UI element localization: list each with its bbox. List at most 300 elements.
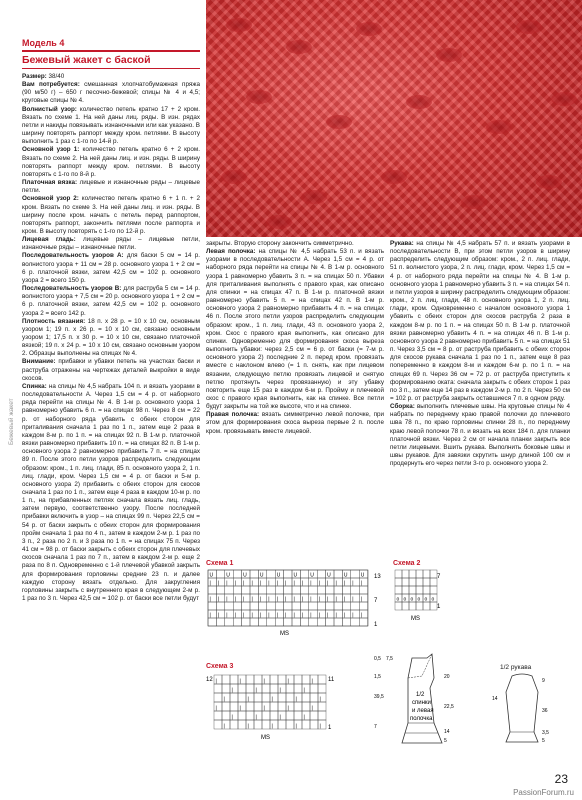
chart-cell: [351, 586, 359, 594]
chart-cell: [225, 586, 233, 594]
chart-cell: [309, 618, 317, 626]
chart-cell: [318, 684, 326, 693]
chart-symbol: |: [279, 714, 281, 721]
chart-cell: [326, 602, 334, 610]
chart-cell: [334, 618, 342, 626]
svg-text:9: 9: [542, 678, 545, 684]
chart-cell: [318, 675, 326, 684]
c1-paragraph: [22, 252, 200, 285]
chart-cell: [402, 602, 409, 610]
c1-paragraph: [22, 358, 200, 382]
pattern-back-label-4: полочка: [410, 716, 433, 722]
chart-symbol: o: [424, 596, 428, 603]
chart-symbol: |: [310, 580, 312, 587]
chart-cell: [242, 602, 250, 610]
chart-symbol: |: [217, 580, 220, 587]
instructions-column-1: [22, 73, 200, 793]
chart-cell: [430, 570, 437, 578]
paragraph-heading: Основной узор 2:: [22, 195, 79, 203]
paragraph-heading: Правая полочка:: [206, 411, 260, 419]
chart-symbol: |: [276, 596, 279, 603]
chart-symbol: |: [226, 580, 228, 587]
c1-paragraph: [22, 146, 200, 179]
site-watermark: PassionForum.ru: [513, 788, 574, 797]
chart-cell: [402, 570, 409, 578]
chart-symbol: |: [251, 612, 253, 619]
chart-cell: [430, 602, 437, 610]
scheme-1-row-1: 1: [374, 622, 378, 628]
chart-cell: [423, 578, 430, 586]
svg-text:20: 20: [444, 674, 450, 680]
chart-cell: [216, 586, 224, 594]
scheme-3-chart: [206, 673, 346, 743]
paragraph-text: количество петель кратно 6 + 2 кром. Вязать по схеме 2. На ней даны лиц. и изн. ряды. В ширину повторять раппорт между кром. петлями. В высоту повторять с 1-го по 8-й р.: [22, 146, 200, 178]
chart-cell: [395, 578, 402, 586]
chart-symbol: |: [343, 596, 346, 603]
chart-cell: [208, 586, 216, 594]
chart-cell: [310, 693, 318, 702]
chart-symbol: |: [335, 596, 337, 603]
chart-symbol: |: [279, 687, 281, 694]
chart-symbol: |: [335, 612, 337, 619]
c2-paragraph: [206, 411, 384, 435]
chart-symbol: |: [276, 580, 279, 587]
paragraph-heading: Последовательность узоров А:: [22, 252, 124, 260]
paragraph-text: закрыты. Вторую сторону закончить симметрично.: [206, 240, 354, 247]
chart-cell: [395, 586, 402, 594]
chart-symbol: |: [251, 596, 253, 603]
paragraph-text: лицевые ряды – лицевые петли, изнаночные ряды – изнаночные петли.: [22, 236, 200, 252]
back-front-pattern: [372, 648, 472, 748]
chart-cell: [246, 702, 254, 711]
chart-cell: [284, 618, 292, 626]
chart-symbol: |: [209, 612, 211, 619]
paragraph-text: смешанная хлопчатобумажная пряжа (90 м/50 г) – 650 г песочно-бежевой; спицы № 4 и 4,5; круговые спицы № 4.: [22, 81, 200, 105]
chart-cell: [351, 602, 359, 610]
chart-symbol: |: [301, 612, 304, 619]
chart-symbol: |: [295, 696, 297, 703]
chart-cell: [275, 602, 283, 610]
chart-cell: [270, 702, 278, 711]
chart-cell: [262, 684, 270, 693]
paragraph-heading: Последовательность узоров В:: [22, 285, 122, 293]
chart-symbol: |: [360, 596, 363, 603]
chart-cell: [216, 618, 224, 626]
chart-cell: [416, 578, 423, 586]
chart-symbol: |: [301, 580, 304, 587]
chart-symbol: |: [251, 580, 253, 587]
chart-cell: [318, 702, 326, 711]
chart-cell: [326, 618, 334, 626]
c1-paragraph: [22, 318, 200, 359]
paragraph-heading: Размер:: [22, 73, 47, 80]
paragraph-text: лицевые и изнаночные ряды – лицевые петли.: [22, 179, 200, 195]
chart-symbol: |: [223, 723, 225, 730]
chart-symbol: U: [259, 572, 264, 579]
chart-cell: [275, 618, 283, 626]
svg-text:3,5: 3,5: [542, 730, 549, 736]
paragraph-heading: Левая полочка:: [206, 248, 256, 256]
paragraph-text: прибавки и убавки петель на участках баски и раструба отражены на чертежах деталей выкройки в виде скосов.: [22, 358, 200, 382]
chart-cell: [309, 602, 317, 610]
chart-cell: [402, 578, 409, 586]
chart-symbol: |: [319, 696, 321, 703]
chart-cell: [208, 602, 216, 610]
chart-cell: [267, 570, 275, 578]
chart-symbol: o: [410, 596, 414, 603]
chart-symbol: |: [243, 612, 245, 619]
chart-cell: [275, 586, 283, 594]
chart-symbol: U: [243, 572, 247, 579]
chart-cell: [284, 586, 292, 594]
chart-cell: [342, 602, 350, 610]
chart-symbol: |: [271, 696, 273, 703]
chart-symbol: |: [295, 723, 297, 730]
svg-text:1,5: 1,5: [374, 674, 381, 680]
chart-symbol: |: [255, 714, 257, 721]
chart-cell: [359, 618, 367, 626]
svg-text:36: 36: [542, 708, 548, 714]
chart-cell: [284, 602, 292, 610]
chart-symbol: |: [217, 612, 220, 619]
chart-cell: [423, 586, 430, 594]
page-number: 23: [554, 772, 568, 786]
chart-cell: [292, 618, 300, 626]
chart-symbol: |: [239, 678, 241, 685]
chart-cell: [238, 684, 246, 693]
chart-symbol: |: [360, 612, 363, 619]
chart-symbol: |: [268, 596, 270, 603]
chart-cell: [238, 720, 246, 729]
paragraph-text: для раструба 5 см = 14 р. волнистого узора + 7,5 см = 20 р. основного узора 1 + 2 см = 6 р. платочной вязки, затем 42,5 см = 102 р. основного узора 2 = всего 142 р.: [22, 285, 200, 317]
chart-cell: [250, 602, 258, 610]
chart-cell: [351, 570, 359, 578]
chart-cell: [233, 586, 241, 594]
scheme-2-row-7: 7: [437, 574, 441, 580]
chart-cell: [300, 618, 308, 626]
chart-symbol: |: [239, 705, 241, 712]
chart-symbol: U: [343, 572, 348, 579]
chart-cell: [317, 570, 325, 578]
chart-symbol: |: [285, 580, 287, 587]
chart-symbol: |: [352, 596, 354, 603]
chart-symbol: |: [255, 687, 257, 694]
c3-paragraph: [390, 240, 570, 403]
chart-cell: [342, 618, 350, 626]
sleeve-pattern-label: 1/2 рукава: [500, 664, 532, 671]
chart-cell: [334, 570, 342, 578]
chart-cell: [278, 693, 286, 702]
chart-symbol: U: [293, 572, 298, 579]
title-rule-bottom: [22, 68, 200, 69]
chart-cell: [359, 586, 367, 594]
chart-cell: [270, 675, 278, 684]
chart-cell: [294, 702, 302, 711]
chart-cell: [233, 602, 241, 610]
scheme-3-row-1: 1: [328, 725, 332, 731]
chart-cell: [258, 618, 266, 626]
chart-symbol: |: [215, 678, 217, 685]
chart-symbol: |: [247, 696, 249, 703]
chart-cell: [216, 602, 224, 610]
chart-symbol: |: [360, 580, 363, 587]
chart-cell: [334, 586, 342, 594]
chart-symbol: U: [276, 572, 281, 579]
chart-cell: [334, 602, 342, 610]
paragraph-text: количество петель кратно 17 + 2 кром. Вязать по схеме 1. На ней даны лиц. ряды. В изн. рядах петли и накиды повязывать изнаночными или как указано. В ширину повторять раппорт между кром. петлями. В высоту выполнить 1 раз с 1-го по 14-й р.: [22, 105, 200, 146]
chart-symbol: |: [318, 612, 321, 619]
model-label: Модель 4: [22, 38, 65, 48]
chart-symbol: |: [231, 714, 233, 721]
scheme-3-ms: MS: [261, 735, 270, 741]
chart-symbol: |: [310, 596, 312, 603]
chart-cell: [430, 578, 437, 586]
paragraph-text: выполнить плечевые швы. На круговые спицы № 4 набрать по переднему краю правой полочки до плечевого шва 78 п., по краю горловины спинки 28 п., по переднему краю левой полочки 78 п. и вязать на всех 184 п. для планки платочной вязки. Через 2 см от начала планки закрыть все петли лицевыми. Вшить рукава. Выполнить боковые швы и швы рукавов. Для завязки скрутить шнур длиной 100 см и продернуть его через петли 3-го р. основного узора 2.: [390, 403, 570, 468]
paragraph-text: на спицы № 4,5 набрать 57 п. и вязать узорами в последовательности В, при этом петли узоров в ширину распределить следующим образом: кром., 2 п. лиц. глади, 51 п. волнистого узора, 2 п. лиц. глади, кром. Через 1,5 см = 4 р. от наборного ряда перейти на спицы № 4. В 1-м р. основного узора 1 равномерно убавить 3 п. = на спицах 54 п. и петли узоров в ширину распределить следующим образом: кром., 2 п. лиц. глади, 48 п. основного узора 1, 2 п. лиц. глади, кром. Одновременно с началом основного узора 1 убавить с обеих сторон для скосов раструба 2 раза в каждом 8-м р. по 1 п. = на спицах 50 п. В 1-м р. платочной вязки равномерно убавить 4 п. = на спицах 46 п. В 1-м р. основного узора 2 равномерно прибавить 5 п. = на спицах 51 п. Через 3,5 см = 8 р. от раструба прибавить с обеих сторон для скосов рукава сначала 1 раз по 1 п., затем еще 8 раз попеременно в каждом 8-м и каждом 6-м р. по 1 п. = на спицах 69 п. Через 36 см = 72 р. от раструба приступить к формированию оката: сначала закрыть с обеих сторон 1 раз по 3 п., затем еще 14 раз в каждом 2-м р. по 2 п. Через 50 см = 102 р. от раструба закрыть оставшиеся 7 п. в одном ряду.: [390, 240, 570, 402]
paragraph-text: вязать симметрично левой полочке, при этом для формирования скоса выреза первые 2 п. после кром. провязывать вместе лицевой.: [206, 411, 384, 435]
chart-cell: [284, 570, 292, 578]
c2-paragraph: [206, 248, 384, 411]
chart-symbol: U: [209, 572, 214, 579]
svg-text:0,5: 0,5: [374, 656, 381, 662]
chart-cell: [409, 586, 416, 594]
chart-cell: [294, 684, 302, 693]
chart-symbol: o: [396, 596, 400, 603]
chart-cell: [300, 586, 308, 594]
chart-cell: [222, 702, 230, 711]
paragraph-heading: Внимание:: [22, 358, 56, 366]
c1-paragraph: [22, 73, 200, 81]
chart-symbol: |: [285, 612, 287, 619]
chart-cell: [270, 684, 278, 693]
paragraph-heading: Спинка:: [22, 382, 47, 390]
scheme-1-row-7: 7: [374, 598, 378, 604]
scheme-1-row-13: 13: [374, 574, 381, 580]
scheme-1-ms: MS: [280, 631, 289, 637]
chart-cell: [309, 586, 317, 594]
chart-cell: [310, 711, 318, 720]
chart-symbol: |: [243, 580, 245, 587]
paragraph-text: 38/40: [46, 73, 65, 80]
chart-cell: [246, 675, 254, 684]
knit-texture-photo: [206, 0, 582, 237]
chart-symbol: |: [319, 723, 321, 730]
chart-cell: [246, 711, 254, 720]
chart-cell: [300, 570, 308, 578]
paragraph-text: количество петель кратно 6 + 1 п. + 2 кром. Вязать по схеме 3. На ней даны лиц. и изн. ряды. В ширину после кром. начать с петель перед раппортом, повторять раппорт, закончить петлями после раппорта и кром. В высоту повторять с 1-го по 12-й р.: [22, 195, 200, 235]
svg-text:7,5: 7,5: [386, 656, 393, 662]
chart-cell: [292, 602, 300, 610]
chart-symbol: |: [318, 596, 321, 603]
chart-symbol: |: [226, 596, 228, 603]
c1-paragraph: [22, 195, 200, 236]
chart-cell: [267, 602, 275, 610]
scheme-2-chart: [393, 568, 453, 628]
chart-cell: [402, 586, 409, 594]
c1-paragraph: [22, 106, 200, 147]
chart-symbol: o: [417, 596, 421, 603]
paragraph-text: 18 п. х 28 р. = 10 х 10 см, основным узором 1; 19 п. х 26 р. = 10 х 10 см, связано основным узором 1; 17,5 п. х 30 р. = 10 х 10 см, связано платочной вязкой; 19 п. х 24 р. = 10 х 10 см, связано основным узором 2. Образцы выполнены на спицах № 4.: [22, 317, 200, 358]
chart-symbol: |: [226, 612, 228, 619]
pattern-back-label-3: и левая: [412, 708, 434, 714]
chart-cell: [230, 693, 238, 702]
chart-cell: [222, 675, 230, 684]
chart-cell: [351, 618, 359, 626]
chart-symbol: |: [209, 596, 211, 603]
chart-symbol: |: [293, 612, 295, 619]
svg-text:14: 14: [492, 696, 498, 702]
chart-cell: [233, 570, 241, 578]
chart-cell: [216, 570, 224, 578]
chart-symbol: |: [243, 596, 245, 603]
paragraph-text: для баски 5 см = 14 р. волнистого узора + 11 см = 28 р. основного узора 1 + 2 см = 6 р. платочной вязки, затем 42,5 см = 102 р. основного узора 2 = всего 150 р.: [22, 252, 200, 284]
chart-symbol: |: [271, 723, 273, 730]
chart-symbol: |: [327, 612, 329, 619]
chart-cell: [262, 720, 270, 729]
chart-cell: [250, 570, 258, 578]
chart-symbol: |: [231, 687, 233, 694]
chart-symbol: |: [247, 723, 249, 730]
c1-paragraph: [22, 236, 200, 252]
chart-cell: [409, 578, 416, 586]
chart-symbol: |: [335, 580, 337, 587]
chart-cell: [286, 720, 294, 729]
paragraph-heading: Платочная вязка:: [22, 179, 78, 187]
chart-cell: [317, 586, 325, 594]
chart-cell: [233, 618, 241, 626]
chart-cell: [250, 618, 258, 626]
c2-paragraph: [206, 240, 384, 248]
chart-symbol: |: [318, 580, 321, 587]
chart-cell: [409, 602, 416, 610]
paragraph-heading: Основной узор 1:: [22, 146, 80, 154]
paragraph-heading: Плотность вязания:: [22, 317, 86, 325]
chart-cell: [342, 586, 350, 594]
chart-symbol: |: [268, 612, 270, 619]
chart-cell: [416, 570, 423, 578]
c1-paragraph: [22, 179, 200, 195]
paragraph-heading: Сборка:: [390, 403, 415, 411]
chart-symbol: |: [285, 596, 287, 603]
chart-symbol: |: [263, 705, 265, 712]
paragraph-heading: Рукава:: [390, 240, 414, 247]
chart-cell: [300, 602, 308, 610]
scheme-2-row-1: 1: [437, 604, 441, 610]
chart-cell: [294, 711, 302, 720]
chart-symbol: |: [303, 687, 305, 694]
chart-symbol: |: [287, 678, 289, 685]
chart-symbol: |: [311, 678, 313, 685]
chart-cell: [317, 618, 325, 626]
chart-symbol: o: [403, 596, 407, 603]
chart-symbol: |: [352, 580, 354, 587]
chart-symbol: |: [327, 596, 329, 603]
chart-cell: [278, 675, 286, 684]
chart-symbol: |: [352, 612, 354, 619]
page-title: Бежевый жакет с баской: [22, 54, 151, 66]
chart-symbol: |: [259, 580, 262, 587]
chart-symbol: U: [310, 572, 314, 579]
chart-symbol: |: [215, 705, 217, 712]
chart-cell: [423, 602, 430, 610]
chart-cell: [242, 586, 250, 594]
chart-cell: [230, 720, 238, 729]
svg-text:14: 14: [444, 729, 450, 735]
scheme-1-label: Схема 1: [206, 560, 234, 567]
c3-paragraph: [390, 403, 570, 468]
chart-cell: [250, 586, 258, 594]
chart-cell: [208, 618, 216, 626]
chart-symbol: |: [263, 678, 265, 685]
side-caption: Бежевый жакет: [8, 398, 15, 445]
svg-text:22,5: 22,5: [444, 704, 454, 710]
sleeve-pattern: [482, 672, 562, 752]
chart-cell: [254, 720, 262, 729]
paragraph-text: на спицы № 4,5 набрать 104 п. и вязать узорами в последовательности А. Через 1,5 см = 4 р. от наборного ряда перейти на спицы № 4. В 1-м р. основного узора 1 равномерно убавить 6 п. = на спицах 98 п. Через 8 см = 22 р. от наборного ряда убавить с обеих сторон для приталивания сначала 1 раз по 1 п., затем еще 2 раза в каждом 8-м р. по 1 п. = на спицах 92 п. В 1-м р. платочной вязки равномерно прибавить 10 п. = на спицах 82 п. В 1-м р. основного узора 2 равномерно прибавить 7 п. = на спицах 89 п. После этого петли узоров распределить следующим образом: кром., 1 п. лиц. глади, 85 п. основного узора 2, 1 п. лиц. глади, кром. Через 1,5 см = 4 р. от баски и 5-м р. основного узора 2) прибавить с обеих сторон для скосов сначала 1 раз по 1 п., затем еще 4 раза в каждом 10-м р. по 1 п., на прибавленных петлях сначала вязать лиц. гладь, затем первую, соответственно узору. После последней прибавки включить в узор – на спицах 99 п. Через 22,5 см = 54 р. от баски закрыть с обеих сторон для формирования пройм сначала 1 раз по 4 п., затем в каждом 2-м р. 1 раз по 3 п., 2 раза по 2 п. и 3 раза по 1 п. = на спицах 75 п. Через 41 см = 98 р. от баски закрыть с обеих сторон для плечевых скосов сначала 1 раз по 7 п., затем в каждом 2-м р. еще 2 раза по 8 п. Одновременно с 1-й плечевой убавкой закрыть для формирования горловины средние 23 п. и далее каждую сторону вязать отдельно. Для закругления горловины закрыть с внутреннего края в следующем 2-м р. 1 раз по 3 п. Через 42,5 см = 102 р. от баски все петли будут: [22, 382, 200, 602]
chart-symbol: U: [226, 572, 230, 579]
chart-cell: [310, 684, 318, 693]
chart-cell: [286, 711, 294, 720]
chart-cell: [267, 618, 275, 626]
chart-cell: [214, 684, 222, 693]
paragraph-heading: Лицевая гладь:: [22, 236, 76, 244]
chart-cell: [294, 675, 302, 684]
chart-cell: [430, 586, 437, 594]
chart-symbol: |: [259, 596, 262, 603]
scheme-3-row-12: 12: [206, 677, 213, 683]
c1-paragraph: [22, 285, 200, 318]
chart-cell: [317, 602, 325, 610]
chart-cell: [254, 693, 262, 702]
chart-symbol: |: [293, 596, 295, 603]
chart-cell: [286, 693, 294, 702]
chart-symbol: |: [223, 696, 225, 703]
chart-cell: [423, 570, 430, 578]
chart-symbol: |: [293, 580, 295, 587]
chart-symbol: |: [217, 596, 220, 603]
chart-cell: [254, 702, 262, 711]
chart-cell: [416, 586, 423, 594]
chart-cell: [258, 602, 266, 610]
pattern-back-label-1: 1/2: [416, 692, 425, 698]
chart-cell: [302, 675, 310, 684]
title-rule-top: [22, 50, 200, 52]
chart-symbol: |: [209, 580, 211, 587]
chart-cell: [254, 675, 262, 684]
svg-text:5: 5: [542, 738, 545, 744]
chart-symbol: |: [287, 705, 289, 712]
chart-cell: [359, 602, 367, 610]
chart-cell: [302, 693, 310, 702]
chart-cell: [242, 618, 250, 626]
chart-cell: [310, 720, 318, 729]
paragraph-text: на спицы № 4,5 набрать 53 п. и вязать узорами в последовательности А. Через 1,5 см = 4 р. от наборного ряда перейти на спицы № 4. В 1-м р. основного узора 1 равномерно убавить 3 п. = на спицах 50 п. Убавки для приталивания выполнять с правого края, как описано для спинки = на спицах 47 п. В 1-м р. платочной вязки равномерно убавить 5 п. = на спицах 42 п. В 1-м р. основного узора 2 равномерно прибавить 4 п. = на спицах 46 п. После этого петли узоров распределить следующим образом: кром., 1 п. лиц. глади, 43 п. основного узора 2, кром. Скос с правого края выполнить, как описано для спинки. Одновременно для формирования скоса выреза выполнить убавки: через 2,5 см = 6 р. от баски (= 7-м р. основного узора 2) последние 2 п. перед кром. провязать вместе с наклоном влево (= 1 п. снять, как при лицевом вязании, следующую петлю провязать лицевой и снятую петлю протянуть через провязанную) и эту убавку повторить еще 15 раз в каждом 6-м р. Пройму и плечевой скос с правого края выполнить, как на спинке. Все петли будут закрыты на той же высоте, что и на спинке.: [206, 248, 384, 411]
chart-symbol: |: [327, 580, 329, 587]
chart-cell: [292, 586, 300, 594]
chart-cell: [246, 684, 254, 693]
chart-symbol: |: [234, 612, 237, 619]
chart-symbol: |: [259, 612, 262, 619]
chart-symbol: U: [360, 572, 365, 579]
c1-paragraph: [22, 81, 200, 105]
c1-paragraph: [22, 383, 200, 603]
chart-symbol: |: [301, 596, 304, 603]
chart-cell: [302, 720, 310, 729]
chart-cell: [222, 684, 230, 693]
chart-cell: [238, 693, 246, 702]
chart-cell: [278, 702, 286, 711]
chart-symbol: |: [310, 612, 312, 619]
